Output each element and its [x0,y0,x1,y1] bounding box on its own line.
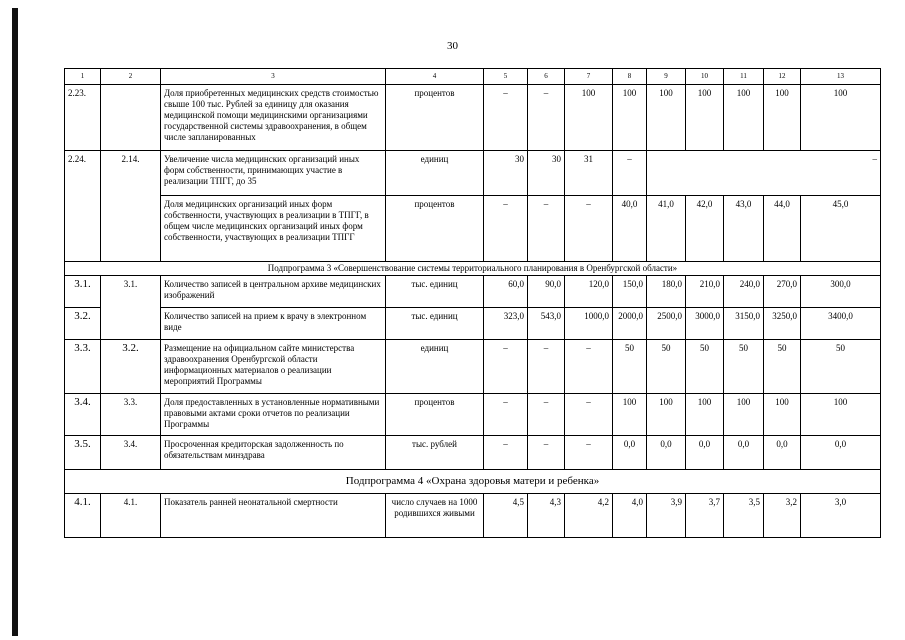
column-number: 10 [686,69,724,85]
value-cell: 0,0 [686,436,724,470]
row-code: 3.3. [65,340,101,394]
value-cell: 3000,0 [686,308,724,340]
value-cell: – [565,394,613,436]
subprogram-title: Подпрограмма 3 «Совершенствование системы территориального планирования в Оренбургской области» [65,262,881,276]
value-cell: 50 [764,340,801,394]
column-number: 4 [386,69,484,85]
indicator-description: Доля приобретенных медицинских средств стоимостью свыше 100 тыс. Рублей за единицу для оказания медицинской помощи медицинскими организациями государственной системы здравоохранения, в общем числе запланированных [161,85,386,151]
value-cell: 4,2 [565,494,613,538]
value-cell: 4,0 [613,494,647,538]
value-cell: 100 [613,85,647,151]
value-cell: 100 [647,85,686,151]
row-code: 4.1. [65,494,101,538]
value-cell: 100 [801,85,881,151]
value-cell: – [484,436,528,470]
column-number: 2 [101,69,161,85]
table-row [65,85,881,151]
value-cell: 0,0 [764,436,801,470]
row-subcode: 2.14. [101,151,161,262]
indicator-description: Показатель ранней неонатальной смертности [161,494,386,538]
subprogram-title: Подпрограмма 4 «Охрана здоровья матери и ребенка» [65,470,881,494]
value-cell: 31 [565,151,613,196]
value-cell: 100 [801,394,881,436]
value-cell: 300,0 [801,276,881,308]
row-code: 2.23. [65,85,101,151]
column-number: 12 [764,69,801,85]
value-cell: – [528,340,565,394]
subprogram-header-row [65,262,881,276]
table-row [65,494,881,538]
value-cell: 50 [724,340,764,394]
value-cell: 210,0 [686,276,724,308]
value-cell: – [528,196,565,262]
table-row [65,308,881,340]
value-cell: 41,0 [647,196,686,262]
row-code: 3.5. [65,436,101,470]
value-cell [647,151,686,196]
value-cell: 100 [613,394,647,436]
value-cell [686,151,724,196]
column-number: 6 [528,69,565,85]
value-cell: 43,0 [724,196,764,262]
unit: единиц [386,340,484,394]
row-subcode [101,85,161,151]
value-cell: 3250,0 [764,308,801,340]
value-cell: – [528,394,565,436]
column-number: 11 [724,69,764,85]
value-cell: 50 [647,340,686,394]
value-cell: 100 [764,85,801,151]
column-number: 7 [565,69,613,85]
value-cell: 543,0 [528,308,565,340]
row-subcode: 3.1. [101,276,161,340]
value-cell: 100 [647,394,686,436]
value-cell: 120,0 [565,276,613,308]
value-cell: 100 [764,394,801,436]
indicator-description: Просроченная кредиторская задолженность по обязательствам минздрава [161,436,386,470]
unit: процентов [386,85,484,151]
row-code: 2.24. [65,151,101,262]
value-cell: 3,5 [724,494,764,538]
table-row [65,436,881,470]
value-cell [764,151,801,196]
table-row [65,276,881,308]
column-number: 5 [484,69,528,85]
row-subcode: 3.4. [101,436,161,470]
row-subcode: 4.1. [101,494,161,538]
value-cell: – [484,394,528,436]
indicator-description: Количество записей в центральном архиве медицинских изображений [161,276,386,308]
value-cell: 180,0 [647,276,686,308]
value-cell: – [484,85,528,151]
value-cell: 100 [724,394,764,436]
unit: единиц [386,151,484,196]
value-cell: – [801,151,881,196]
table-row [65,340,881,394]
value-cell: 100 [686,394,724,436]
unit: тыс. рублей [386,436,484,470]
value-cell: 90,0 [528,276,565,308]
value-cell: 45,0 [801,196,881,262]
value-cell: 323,0 [484,308,528,340]
value-cell: 2500,0 [647,308,686,340]
unit: тыс. единиц [386,308,484,340]
value-cell: 270,0 [764,276,801,308]
table-row [65,196,881,262]
value-cell: 0,0 [724,436,764,470]
value-cell: – [565,436,613,470]
value-cell: 100 [565,85,613,151]
value-cell: 100 [686,85,724,151]
table-row [65,394,881,436]
column-number: 8 [613,69,647,85]
subprogram-header-row [65,470,881,494]
value-cell: 3150,0 [724,308,764,340]
value-cell: 50 [613,340,647,394]
column-number: 3 [161,69,386,85]
column-number: 9 [647,69,686,85]
value-cell: 0,0 [647,436,686,470]
value-cell: 3,0 [801,494,881,538]
value-cell: – [528,85,565,151]
value-cell: 4,5 [484,494,528,538]
value-cell: 2000,0 [613,308,647,340]
unit: процентов [386,394,484,436]
indicator-table [64,68,881,538]
row-subcode: 3.3. [101,394,161,436]
value-cell: – [565,196,613,262]
binding-edge [12,8,18,636]
value-cell: 30 [528,151,565,196]
value-cell: – [528,436,565,470]
indicator-description: Размещение на официальном сайте министерства здравоохранения Оренбургской области информационных материалов о реализации мероприятий Программы [161,340,386,394]
row-subcode: 3.2. [101,340,161,394]
value-cell: 3,9 [647,494,686,538]
value-cell: 150,0 [613,276,647,308]
indicator-description: Увеличение числа медицинских организаций иных форм собственности, принимающих участие в реализации ТПГГ, до 35 [161,151,386,196]
value-cell: 0,0 [801,436,881,470]
value-cell: 50 [686,340,724,394]
value-cell: 3,7 [686,494,724,538]
unit: тыс. единиц [386,276,484,308]
value-cell: 60,0 [484,276,528,308]
value-cell: – [613,151,647,196]
value-cell: 42,0 [686,196,724,262]
unit: число случаев на 1000 родившихся живыми [386,494,484,538]
value-cell: 4,3 [528,494,565,538]
table-row [65,151,881,196]
indicator-description: Количество записей на прием к врачу в электронном виде [161,308,386,340]
value-cell: 30 [484,151,528,196]
value-cell: – [484,340,528,394]
value-cell: 240,0 [724,276,764,308]
value-cell: 3,2 [764,494,801,538]
row-code: 3.4. [65,394,101,436]
unit: процентов [386,196,484,262]
column-number-row [65,69,881,85]
value-cell: 100 [724,85,764,151]
value-cell: 44,0 [764,196,801,262]
value-cell: – [484,196,528,262]
value-cell: 40,0 [613,196,647,262]
indicator-description: Доля предоставленных в установленные нормативными правовыми актами сроки отчетов по реализации Программы [161,394,386,436]
value-cell [724,151,764,196]
indicator-description: Доля медицинских организаций иных форм собственности, участвующих в реализации в ТПГГ, в общем числе медицинских организаций иных форм собственности, участвующих в реализации ТПГГ [161,196,386,262]
value-cell: 3400,0 [801,308,881,340]
value-cell: – [565,340,613,394]
value-cell: 1000,0 [565,308,613,340]
row-code: 3.2. [65,308,101,340]
row-code: 3.1. [65,276,101,308]
column-number: 13 [801,69,881,85]
value-cell: 50 [801,340,881,394]
value-cell: 0,0 [613,436,647,470]
column-number: 1 [65,69,101,85]
page-number: 30 [447,40,458,52]
